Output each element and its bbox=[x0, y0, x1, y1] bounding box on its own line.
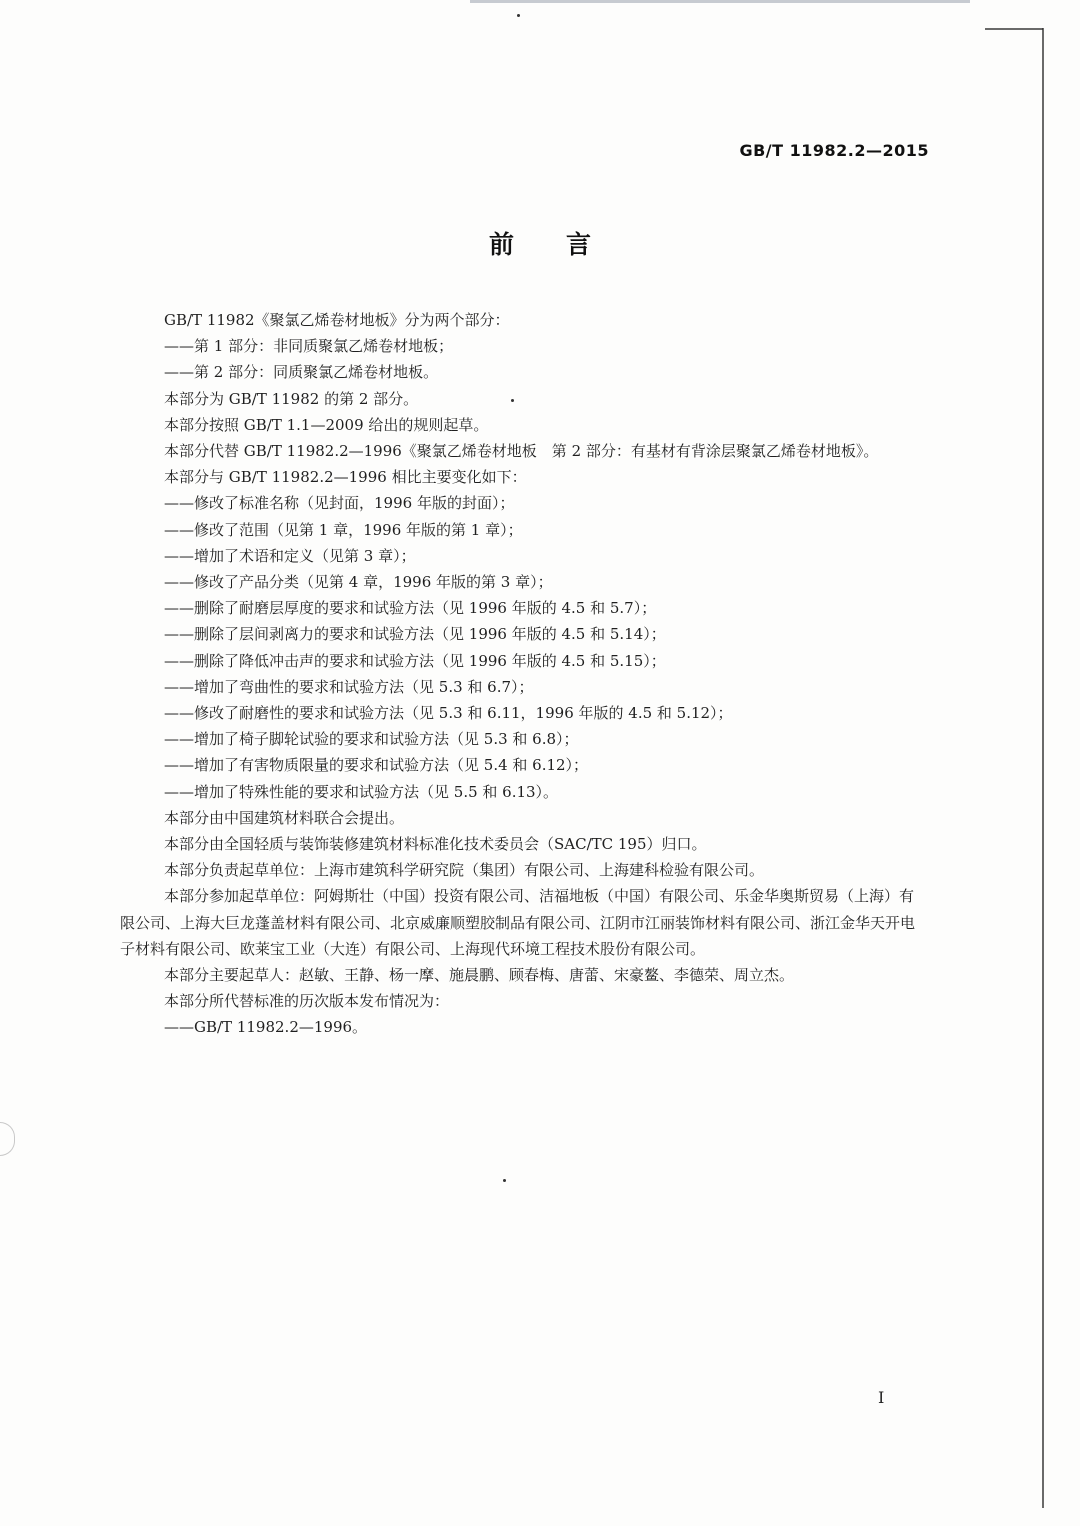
paragraph: 本部分与 GB/T 11982.2—1996 相比主要变化如下： bbox=[164, 468, 527, 487]
list-item: ——删除了层间剥离力的要求和试验方法（见 1996 年版的 4.5 和 5.14）； bbox=[164, 625, 666, 644]
paragraph: 本部分由全国轻质与装饰装修建筑材料标准化技术委员会（SAC/TC 195）归口。 bbox=[164, 835, 707, 854]
paragraph: 本部分参加起草单位：阿姆斯壮（中国）投资有限公司、洁福地板（中国）有限公司、乐金华奥斯贸易（上海）有限公司、上海大巨龙蓬盖材料有限公司、北京威廉顺塑胶制品有限公司、江阴市江丽装饰材料有限公司、浙江金华天开电子材料有限公司、欧莱宝工业（大连）有限公司、上海现代环境工程技术股份有限公司。 bbox=[120, 887, 916, 958]
scan-speck bbox=[517, 14, 520, 17]
list-item: ——删除了降低冲击声的要求和试验方法（见 1996 年版的 4.5 和 5.15）； bbox=[164, 651, 666, 670]
page-number: I bbox=[878, 1388, 885, 1407]
foreword-body bbox=[120, 307, 920, 1041]
list-item: ——第 2 部分：同质聚氯乙烯卷材地板。 bbox=[164, 363, 439, 382]
scan-speck bbox=[503, 1179, 506, 1182]
list-item: ——修改了耐磨性的要求和试验方法（见 5.3 和 6.11，1996 年版的 4.5 和 5.12）； bbox=[164, 704, 733, 723]
paragraph: 本部分代替 GB/T 11982.2—1996《聚氯乙烯卷材地板 第 2 部分：有基材有背涂层聚氯乙烯卷材地板》。 bbox=[164, 442, 879, 461]
list-item: ——修改了范围（见第 1 章，1996 年版的第 1 章）； bbox=[164, 520, 523, 539]
paragraph: 本部分按照 GB/T 1.1—2009 给出的规则起草。 bbox=[164, 415, 489, 434]
standard-code: GB/T 11982.2—2015 bbox=[739, 141, 929, 160]
list-item: ——增加了弯曲性的要求和试验方法（见 5.3 和 6.7）； bbox=[164, 677, 534, 696]
list-item: ——增加了有害物质限量的要求和试验方法（见 5.4 和 6.12）； bbox=[164, 756, 589, 775]
paragraph: 本部分主要起草人：赵敏、王静、杨一摩、施晨鹏、顾春梅、唐蕾、宋豪鳌、李德荣、周立杰。 bbox=[164, 966, 795, 985]
list-item: ——增加了术语和定义（见第 3 章）； bbox=[164, 546, 416, 565]
scan-edge-top bbox=[470, 0, 970, 3]
list-item: ——增加了特殊性能的要求和试验方法（见 5.5 和 6.13）。 bbox=[164, 782, 559, 801]
paragraph: 本部分负责起草单位：上海市建筑科学研究院（集团）有限公司、上海建科检验有限公司。 bbox=[164, 861, 765, 880]
list-item: ——第 1 部分：非同质聚氯乙烯卷材地板； bbox=[164, 337, 454, 356]
scan-hole-mark bbox=[0, 1122, 15, 1156]
paragraph: 本部分为 GB/T 11982 的第 2 部分。 bbox=[164, 389, 419, 408]
paragraph: 本部分由中国建筑材料联合会提出。 bbox=[164, 808, 405, 827]
list-item: ——修改了标准名称（见封面，1996 年版的封面）； bbox=[164, 494, 515, 513]
list-item: ——增加了椅子脚轮试验的要求和试验方法（见 5.3 和 6.8）； bbox=[164, 730, 579, 749]
list-item: ——修改了产品分类（见第 4 章，1996 年版的第 3 章）； bbox=[164, 573, 553, 592]
scan-edge-corner bbox=[985, 28, 1043, 30]
page-title: 前言 bbox=[488, 230, 643, 259]
list-item: ——删除了耐磨层厚度的要求和试验方法（见 1996 年版的 4.5 和 5.7）； bbox=[164, 599, 657, 618]
paragraph: GB/T 11982《聚氯乙烯卷材地板》分为两个部分： bbox=[164, 311, 510, 329]
paragraph: 本部分所代替标准的历次版本发布情况为： bbox=[164, 992, 450, 1011]
list-item: ——GB/T 11982.2—1996。 bbox=[164, 1018, 368, 1037]
